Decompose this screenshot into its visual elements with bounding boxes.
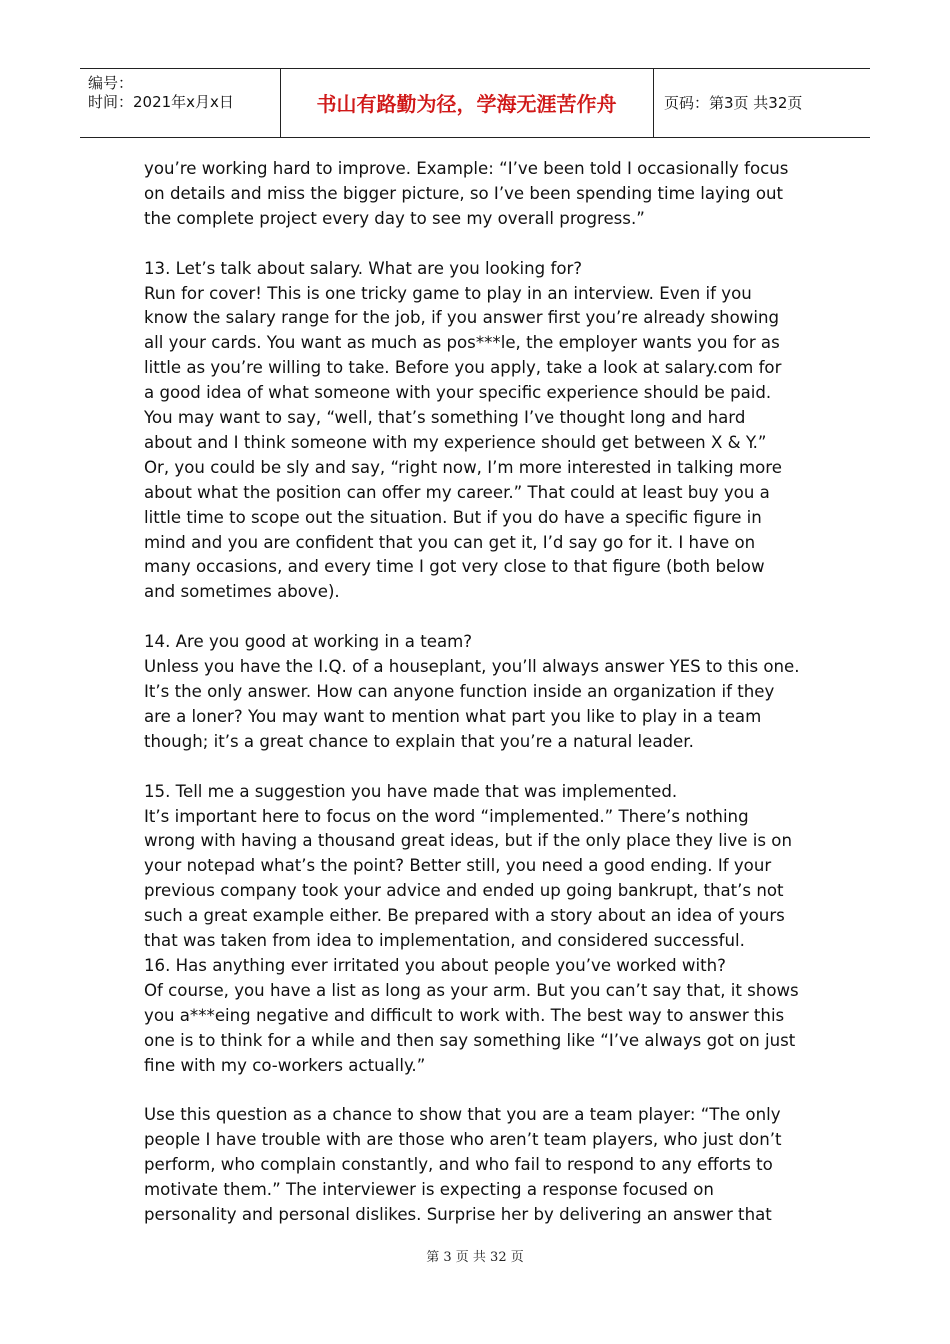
text-line: Run for cover! This is one tricky game to play in an interview. Even if you (144, 283, 752, 303)
text-line: about what the position can offer my career.” That could at least buy you a (144, 482, 770, 502)
paragraph-gap (144, 605, 824, 630)
text-line: 16. Has anything ever irritated you about people you’ve worked with? (144, 955, 726, 975)
text-line: previous company took your advice and ended up going bankrupt, that’s not (144, 881, 784, 901)
text-line: wrong with having a thousand great ideas, but if the only place they live is on (144, 831, 792, 851)
text-line: that was taken from idea to implementation, and considered successful. (144, 931, 745, 951)
text-line: all your cards. You want as much as pos***le, the employer wants you for as (144, 333, 780, 353)
text-line: personality and personal dislikes. Surprise her by delivering an answer that (144, 1205, 772, 1224)
paragraph-gap (144, 755, 824, 780)
text-line: are a loner? You may want to mention what part you like to play in a team (144, 706, 762, 726)
text-line: one is to think for a while and then say something like “I’ve always got on just (144, 1030, 796, 1050)
text-line: little time to scope out the situation. But if you do have a specific figure in (144, 507, 762, 527)
text-line: though; it’s a great chance to explain that you’re a natural leader. (144, 731, 694, 751)
text-line: and sometimes above). (144, 582, 340, 602)
text-line: It’s the only answer. How can anyone function inside an organization if they (144, 682, 775, 701)
text-line: Unless you have the I.Q. of a houseplant, you’ll always answer YES to this one. (144, 657, 800, 677)
text-line: your notepad what’s the point? Better still, you need a good ending. If your (144, 856, 772, 876)
text-line: mind and you are confident that you can get it, I’d say go for it. I have on (144, 532, 756, 552)
text-line: a good idea of what someone with your specific experience should be paid. (144, 383, 772, 403)
page-footer: 第 3 页 共 32 页 (426, 1250, 524, 1265)
text-line: It’s important here to focus on the word “implemented.” There’s nothing (144, 806, 749, 826)
header-meta-cell (80, 69, 281, 137)
header-page-cell (654, 69, 870, 137)
document-date-label: 时间：2021年x月x日 (88, 93, 234, 111)
text-line: fine with my co-workers actually.” (144, 1055, 426, 1075)
text-line: motivate them.” The interviewer is expecting a response focused on (144, 1180, 714, 1200)
text-line: perform, who complain constantly, and who fail to respond to any efforts to (144, 1155, 773, 1175)
text-line: 14. Are you good at working in a team? (144, 632, 473, 652)
page-header (80, 68, 870, 138)
text-line: many occasions, and every time I got very close to that figure (both below (144, 557, 765, 577)
text-line: the complete project every day to see my overall progress.” (144, 208, 645, 228)
paragraph-gap (144, 232, 824, 257)
document-number-label: 编号： (88, 74, 134, 92)
text-line: 13. Let’s talk about salary. What are you looking for? (144, 258, 583, 278)
header-motto-cell (280, 69, 654, 137)
text-line: You may want to say, “well, that’s something I’ve thought long and hard (144, 408, 746, 428)
header-motto: 书山有路勤为径，学海无涯苦作舟 (316, 92, 617, 116)
text-line: you a***eing negative and difficult to work with. The best way to answer this (144, 1005, 785, 1025)
header-page-info: 页码：第3页 共32页 (664, 94, 803, 112)
text-line: know the salary range for the job, if you answer first you’re already showing (144, 308, 780, 328)
text-line: 15. Tell me a suggestion you have made that was implemented. (144, 781, 678, 801)
paragraph-gap (144, 1078, 824, 1103)
text-line: such a great example either. Be prepared with a story about an idea of yours (144, 906, 785, 926)
text-line: Use this question as a chance to show that you are a team player: “The only (144, 1105, 781, 1125)
text-line: people I have trouble with are those who aren’t team players, who just don’t (144, 1130, 782, 1150)
text-line: about and I think someone with my experience should get between X & Y.” (144, 432, 767, 452)
text-line: Or, you could be sly and say, “right now, I’m more interested in talking more (144, 457, 782, 477)
body-text (144, 157, 824, 1228)
text-line: little as you’re willing to take. Before you apply, take a look at salary.com for (144, 358, 782, 378)
text-line: on details and miss the bigger picture, so I’ve been spending time laying out (144, 183, 783, 203)
text-line: Of course, you have a list as long as your arm. But you can’t say that, it shows (144, 980, 799, 1000)
text-line: you’re working hard to improve. Example: “I’ve been told I occasionally focus (144, 159, 789, 178)
